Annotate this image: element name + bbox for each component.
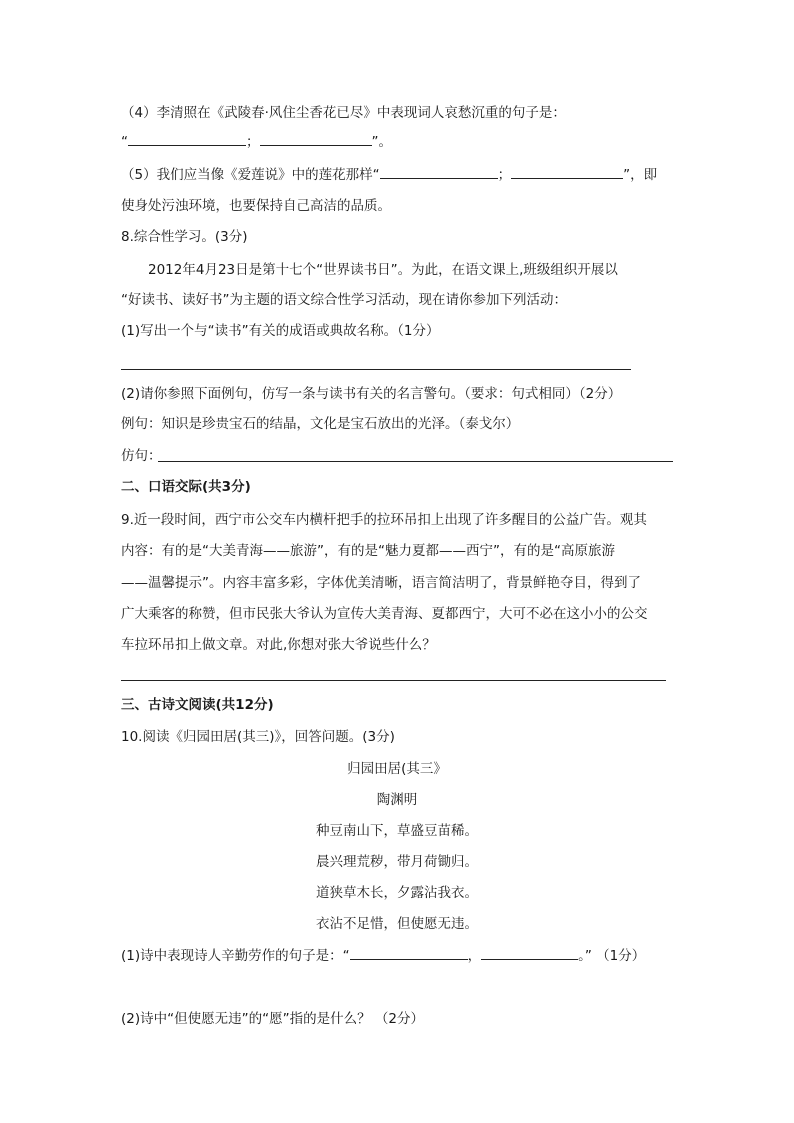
q7-4-blank-2[interactable] <box>260 132 372 146</box>
poem-line-3: 道狭草木长，夕露沾我衣。 <box>316 885 478 901</box>
q9-answer-line[interactable] <box>121 680 666 681</box>
q8-sub2: (2)请你参照下面例句，仿写一条与读书有关的名言警句。（要求：句式相同）（2分） <box>121 386 622 402</box>
separator: ； <box>497 167 512 183</box>
q7-4-prompt: （4）李清照在《武陵春·风住尘香花已尽》中表现词人哀愁沉重的句子是： <box>121 105 566 121</box>
separator: ， <box>467 948 482 964</box>
q10-sub2: (2)诗中“但使愿无违”的“愿”指的是什么？ （2分） <box>121 1011 424 1027</box>
q9-line-2: 内容：有的是“大美青海——旅游”，有的是“魅力夏都——西宁”，有的是“高原旅游 <box>121 543 615 559</box>
poem-title: 归园田居(其三》 <box>347 761 447 777</box>
q8-sub1-answer-line[interactable] <box>121 369 631 370</box>
poem-line-4: 衣沾不足惜，但使愿无违。 <box>316 916 478 932</box>
close-quote: ”。 <box>371 134 392 150</box>
q8-intro-line-2: “好读书、读好书”为主题的语文综合性学习活动，现在请你参加下列活动： <box>121 292 567 308</box>
poem-line-2: 晨兴理荒秽，带月荷锄归。 <box>316 854 478 870</box>
q7-4-blank-1[interactable] <box>128 132 246 146</box>
q8-imitate-answer-line[interactable] <box>158 461 673 462</box>
q8-intro-line-1: 2012年4月23日是第十七个“世界读书日”。为此，在语文课上,班级组织开展以 <box>148 262 618 278</box>
q8-example: 例句：知识是珍贵宝石的结晶，文化是宝石放出的光泽。（泰戈尔） <box>121 416 520 432</box>
q7-5-blank-1[interactable] <box>380 165 498 179</box>
q10-sub1-suffix: 。” （1分） <box>578 948 646 964</box>
q7-5-blank-2[interactable] <box>511 165 623 179</box>
poem-line-1: 种豆南山下，草盛豆苗稀。 <box>316 823 478 839</box>
q8-sub1: (1)写出一个与“读书”有关的成语或典故名称。（1分） <box>121 323 440 339</box>
section-3-title: 三、古诗文阅读(共12分) <box>121 697 274 713</box>
q10-sub1-line <box>121 946 645 965</box>
q7-5-continuation: 使身处污浊环境，也要保持自己高洁的品质。 <box>121 198 391 214</box>
separator: ； <box>246 134 260 150</box>
q10-title: 10.阅读《归园田居(其三)》，回答问题。(3分) <box>121 729 395 745</box>
section-2-title: 二、口语交际(共3分) <box>121 479 251 495</box>
q7-4-answer-line <box>121 132 392 151</box>
q8-imitate-label: 仿句： <box>121 448 162 464</box>
q9-line-5: 车拉环吊扣上做文章。对此,你想对张大爷说些什么？ <box>121 637 436 653</box>
q7-5-suffix: ”，即 <box>623 167 658 183</box>
q10-sub1-blank-1[interactable] <box>350 946 468 960</box>
open-quote: “ <box>121 134 128 150</box>
poem-author: 陶渊明 <box>376 792 418 808</box>
q9-line-4: 广大乘客的称赞，但市民张大爷认为宣传大美青海、夏都西宁，大可不必在这小小的公交 <box>121 606 648 622</box>
q9-line-1: 9.近一段时间，西宁市公交车内横杆把手的拉环吊扣上出现了许多醒目的公益广告。观其 <box>121 512 647 528</box>
q7-5-prompt-line <box>121 165 657 184</box>
q7-5-prefix: （5）我们应当像《爱莲说》中的莲花那样“ <box>121 167 380 183</box>
q8-title: 8.综合性学习。(3分) <box>121 229 248 245</box>
q10-sub1-prefix: (1)诗中表现诗人辛勤劳作的句子是：“ <box>121 948 350 964</box>
q9-line-3: ——温馨提示”。内容丰富多彩，字体优美清晰，语言简洁明了，背景鲜艳夺目，得到了 <box>121 575 641 591</box>
q10-sub1-blank-2[interactable] <box>481 946 578 960</box>
